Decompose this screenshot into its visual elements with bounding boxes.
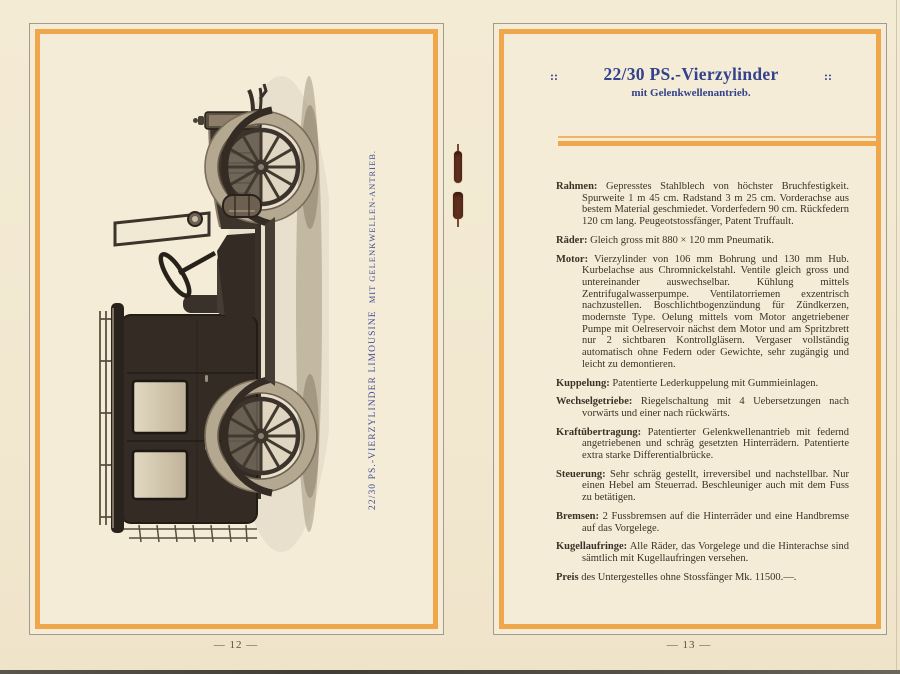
spec-text: Alle Räder, das Vorgelege und die Hinterachse sind sämtlich mit Kugellaufringen versehen.: [582, 541, 849, 564]
spec-paragraph: [556, 427, 849, 462]
spec-text: Sehr schräg gestellt, irreversibel und nachstellbar. Nur einen Hebel am Steuerrad. Beschleuniger auch mit dem Fuss zu betätigen.: [582, 468, 849, 504]
scan-edge-right: [896, 0, 897, 674]
spec-list: [556, 181, 849, 590]
spec-text: Patentierter Gelenkwellenantrieb mit federnd angetriebenen und schräg gesetzten Hinterrädern. Patentierte extra starke Differentialbrücke.: [582, 426, 849, 462]
spec-label: Wechselgetriebe:: [556, 396, 633, 408]
title-row: [550, 64, 832, 99]
spec-label: Kugellaufringe:: [556, 541, 628, 553]
ornament-right: ::: [824, 69, 832, 83]
spec-paragraph: [556, 572, 849, 584]
spec-text: Riegelschaltung mit 4 Uebersetzungen nach vorwärts und einer nach rückwärts.: [582, 396, 849, 419]
spec-paragraph: [556, 254, 849, 371]
spec-text: Gleich gross mit 880 × 120 mm Pneumatik.: [587, 234, 774, 246]
spec-label: Bremsen:: [556, 510, 599, 522]
rear-rack: [123, 525, 257, 542]
car-caption-sub: [367, 303, 377, 306]
spec-paragraph: [556, 378, 849, 390]
spec-text: Vierzylinder von 106 mm Bohrung und 130 mm Hub. Kurbelachse aus Chromnickelstahl. Ventile gleich gross und untereinander auswechselbar. Kühlung mittels Zentrifugalwasserpumpe. Ventilatorriemen exzentrisch nachzustellen. Boschlichtbogenzündung für Zündkerzen, modernste Type. Oelung mittels vom Motor angetriebener Pumpe mit Oelreservoir nächst dem Motor und am Spritzbrett nur 2 sichtbaren Kontrollgläsern. Vergaser vollständig automatisch ohne Federn oder Gewichte, sehr zugängig und leicht zu demontieren.: [582, 253, 849, 370]
limousine-photo-rotated: [59, 74, 329, 569]
spec-paragraph: [556, 396, 849, 419]
spec-label: Rahmen:: [556, 181, 598, 192]
spec-paragraph: [556, 469, 849, 504]
spec-text: Gepresstes Stahlblech von höchster Bruchfestigkeit. Spurweite 1 m 45 cm. Radstand 3 m 25 cm. Vorderachse aus bestem Material geschmiedet. Vorderfedern 90 cm. Rückfedern 120 cm lang. Peugeotstossfänger, Patent Truffault.: [582, 181, 849, 228]
spec-label: Räder:: [556, 234, 588, 246]
spec-label: Kraftübertragung:: [556, 426, 642, 438]
spec-label: Steuerung:: [556, 468, 606, 480]
spec-text: des Untergestelles ohne Stossfänger Mk. 11500.—.: [578, 571, 797, 583]
title-rule-thick: [558, 141, 876, 146]
spec-label: Kuppelung:: [556, 377, 610, 389]
spec-paragraph: [556, 235, 849, 247]
ornament-left: ::: [550, 69, 558, 83]
page-number-right: — 13 —: [666, 639, 712, 651]
title-stack: [558, 64, 824, 99]
page-subtitle: mit Gelenkwellenantrieb.: [631, 87, 751, 99]
car-caption: [362, 150, 380, 510]
car-illustration: [59, 74, 329, 574]
right-page: [493, 23, 887, 635]
spec-text: 2 Fussbremsen auf die Hinterräder und eine Handbremse auf das Vorgelege.: [582, 510, 849, 534]
spec-paragraph: [556, 511, 849, 534]
scan-edge-bottom: [0, 670, 900, 674]
spec-paragraph: [556, 541, 849, 564]
spec-paragraph: [556, 181, 849, 228]
binding-stitch: [454, 151, 462, 183]
car-caption-main: 22/30 PS.-VIERZYLINDER LIMOUSINE: [368, 310, 378, 510]
spec-label: Motor:: [556, 253, 589, 265]
binding-stitch: [453, 192, 463, 219]
spec-label: Preis: [556, 571, 579, 583]
title-rule-thin: [558, 136, 876, 138]
car-caption-sub-text: MIT GELENKWELLEN-ANTRIEB.: [367, 150, 377, 304]
spec-text: Patentierte Lederkuppelung mit Gummieinlagen.: [609, 377, 819, 389]
page-title: 22/30 PS.-Vierzylinder: [603, 64, 779, 84]
page-number-left: — 12 —: [213, 639, 259, 651]
